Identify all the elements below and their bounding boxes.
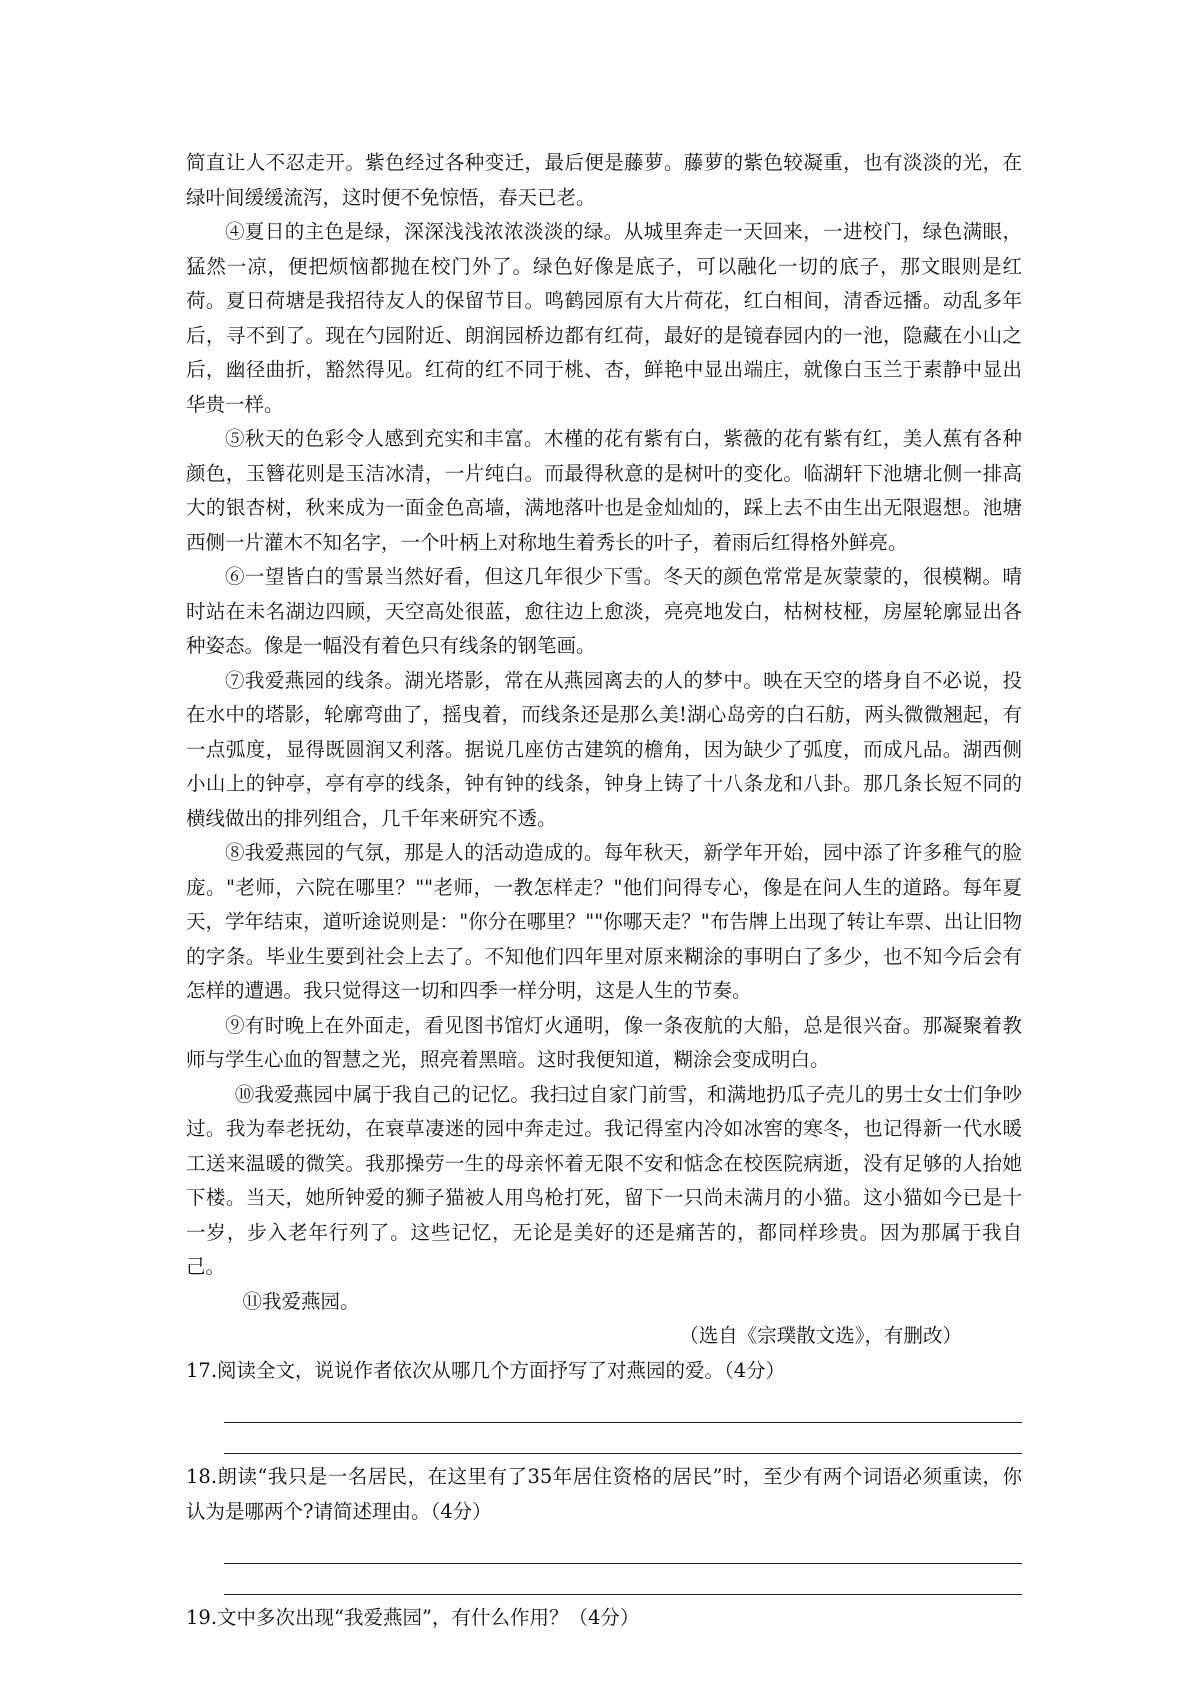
answer-area-18[interactable] <box>224 1533 1022 1595</box>
paragraph-9: ⑨有时晚上在外面走，看见图书馆灯火通明，像一条夜航的大船，总是很兴奋。那凝聚着教师与学生心血的智慧之光，照亮着黑暗。这时我便知道，糊涂会变成明白。 <box>186 1013 1022 1071</box>
answer-line[interactable] <box>224 1392 1022 1423</box>
answer-area-17[interactable] <box>224 1392 1022 1454</box>
paragraph-3-continued: 简直让人不忍走开。紫色经过各种变迁，最后便是藤萝。藤萝的紫色较凝重，也有淡淡的光，在绿叶间缓缓流泻，这时便不免惊悟，春天已老。 <box>186 151 1022 209</box>
answer-line[interactable] <box>224 1423 1022 1454</box>
answer-line[interactable] <box>224 1533 1022 1564</box>
paragraph-7: ⑦我爱燕园的线条。湖光塔影，常在从燕园离去的人的梦中。映在天空的塔身自不必说，投在水中的塔影，轮廓弯曲了，摇曳着，而线条还是那么美!湖心岛旁的白石舫，两头微微翘起，有一点弧度，显得既圆润又利落。据说几座仿古建筑的檐角，因为缺少了弧度，而成凡品。湖西侧小山上的钟亭，亭有亭的线条，钟有钟的线条，钟身上铸了十八条龙和八卦。那几条长短不同的横线做出的排列组合，几千年来研究不透。 <box>186 668 1022 830</box>
paragraph-8: ⑧我爱燕园的气氛，那是人的活动造成的。每年秋天，新学年开始，园中添了许多稚气的脸庞。"老师，六院在哪里？""老师，一教怎样走？"他们问得专心，像是在问人生的道路。每年夏天，学年结束，道听途说则是："你分在哪里？""你哪天走？"布告牌上出现了转让车票、出让旧物的字条。毕业生要到社会上去了。不知他们四年里对原来糊涂的事明白了多少，也不知今后会有怎样的遭遇。我只觉得这一切和四季一样分明，这是人生的节奏。 <box>186 841 1022 1002</box>
paragraph-10: ⑩我爱燕园中属于我自己的记忆。我扫过自家门前雪，和满地扔瓜子壳儿的男士女士们争吵过。我为奉老抚幼，在衰草凄迷的园中奔走过。我记得室内冷如冰窖的寒冬，也记得新一代水暖工送来温暖的微笑。我那操劳一生的母亲怀着无限不安和惦念在校医院病逝，没有足够的人抬她下楼。当天，她所钟爱的狮子猫被人用鸟枪打死，留下一只尚未满月的小猫。这小猫如今已是十一岁，步入老年行列了。这些记忆，无论是美好的还是痛苦的，都同样珍贵。因为那属于我自己。 <box>186 1082 1022 1278</box>
answer-line[interactable] <box>224 1564 1022 1595</box>
paragraph-5: ⑤秋天的色彩令人感到充实和丰富。木槿的花有紫有白，紫薇的花有紫有红，美人蕉有各种颜色，玉簪花则是玉洁冰清，一片纯白。而最得秋意的是树叶的变化。临湖轩下池塘北侧一排高大的银杏树，秋来成为一面金色高墙，满地落叶也是金灿灿的，踩上去不由生出无限遐想。池塘西侧一片灌木不知名字，一个叶柄上对称地生着秀长的叶子，着雨后红得格外鲜亮。 <box>186 427 1022 554</box>
paragraph-4: ④夏日的主色是绿，深深浅浅浓浓淡淡的绿。从城里奔走一天回来，一进校门，绿色满眼，猛然一凉，便把烦恼都抛在校门外了。绿色好像是底子，可以融化一切的底子，那文眼则是红荷。夏日荷塘是我招待友人的保留节目。鸣鹤园原有大片荷花，红白相间，清香远播。动乱多年后，寻不到了。现在勺园附近、朗润园桥边都有红荷，最好的是镜春园内的一池，隐藏在小山之后，幽径曲折，豁然得见。红荷的红不同于桃、杏，鲜艳中显出端庄，就像白玉兰于素静中显出华贵一样。 <box>186 220 1022 416</box>
paragraph-6: ⑥一望皆白的雪景当然好看，但这几年很少下雪。冬天的颜色常常是灰蒙蒙的，很模糊。晴时站在未名湖边四顾，天空高处很蓝，愈往边上愈淡，亮亮地发白，枯树枝桠，房屋轮廓显出各种姿态。像是一幅没有着色只有线条的钢笔画。 <box>186 565 1022 657</box>
question-19: 19.文中多次出现“我爱燕园”，有什么作用？（4分） <box>186 1606 640 1629</box>
question-17: 17.阅读全文，说说作者依次从哪几个方面抒写了对燕园的爱。（4分） <box>186 1358 786 1382</box>
question-18: 18.朗读“我只是一名居民，在这里有了35年居住资格的居民”时，至少有两个词语必须重读，你认为是哪两个?请简述理由。（4分） <box>186 1465 1022 1523</box>
source-citation: （选自《宗璞散文选》，有删改） <box>679 1324 962 1347</box>
paragraph-11: ⑪我爱燕园。 <box>242 1289 360 1313</box>
document-content <box>186 146 1022 1636</box>
